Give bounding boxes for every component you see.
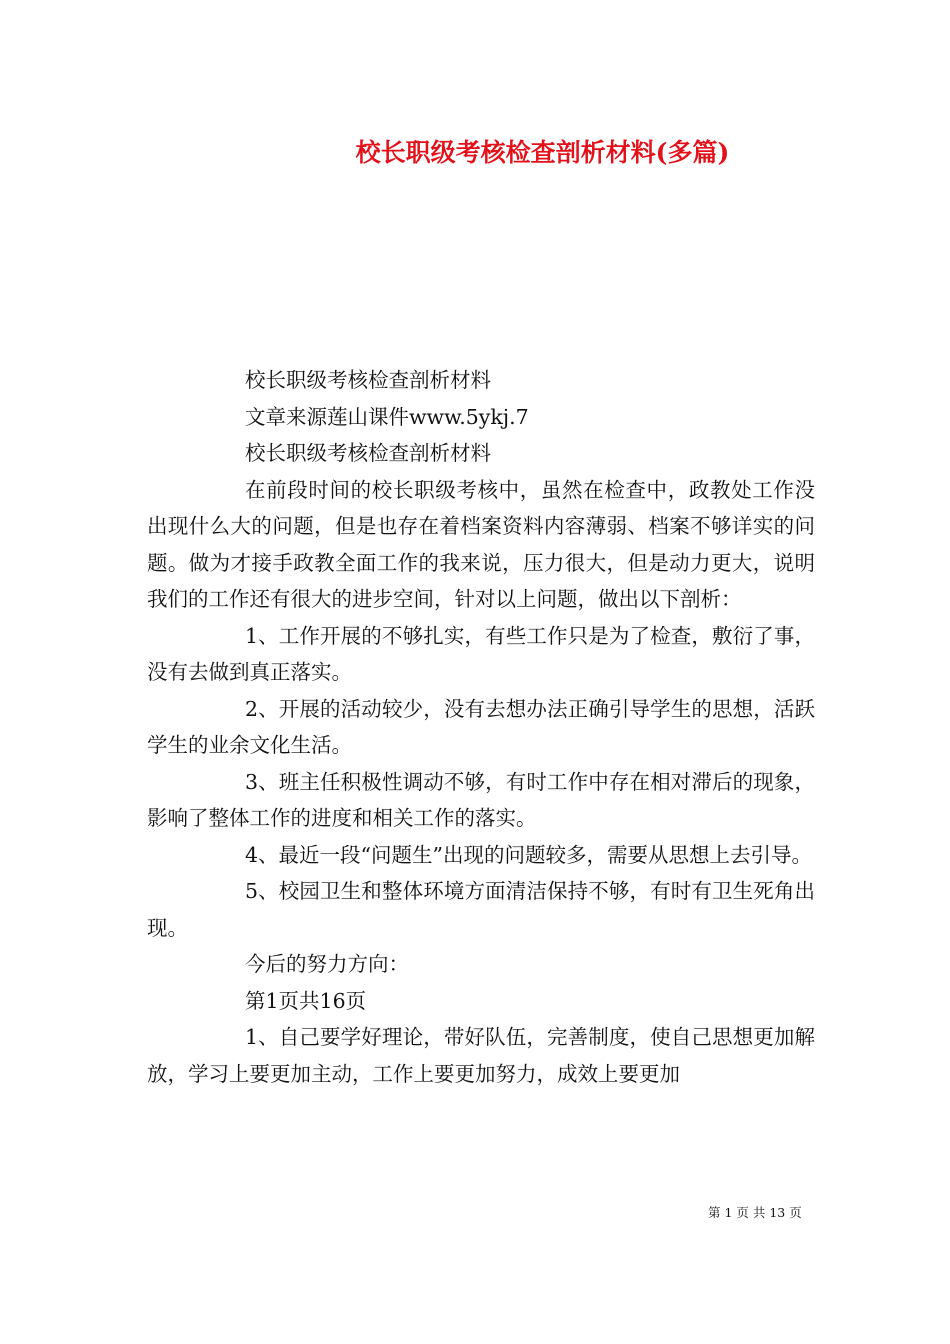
paragraph-issue-5: 5、校园卫生和整体环境方面清洁保持不够，有时有卫生死角出现。	[147, 879, 815, 940]
paragraph-source: 文章来源莲山课件www.5ykj.7	[245, 404, 529, 429]
paragraph-issue-2: 2、开展的活动较少，没有去想办法正确引导学生的思想，活跃学生的业余文化生活。	[147, 696, 815, 757]
paragraph-heading: 校长职级考核检查剖析材料	[245, 368, 491, 392]
paragraph-issue-1: 1、工作开展的不够扎实，有些工作只是为了检查，敷衍了事，没有去做到真正落实。	[147, 623, 815, 684]
paragraph-direction-heading: 今后的努力方向：	[245, 952, 409, 976]
paragraph-direction-1: 1、自己要学好理论，带好队伍，完善制度，使自己思想更加解放，学习上要更加主动，工作上要更加努力，成效上要更加	[147, 1025, 815, 1086]
paragraph-issue-4: 4、最近一段“问题生”出现的问题较多，需要从思想上去引导。	[245, 842, 813, 867]
paragraph-heading-repeat: 校长职级考核检查剖析材料	[245, 441, 491, 465]
paragraph-inline-page-marker: 第1页共16页	[245, 988, 367, 1013]
page-footer: 第 1 页 共 13 页	[708, 1205, 802, 1220]
document-body	[147, 362, 815, 1092]
paragraph-intro: 在前段时间的校长职级考核中，虽然在检查中，政教处工作没出现什么大的问题，但是也存在着档案资料内容薄弱、档案不够详实的问题。做为才接手政教全面工作的我来说，压力很大，但是动力更大，说明我们的工作还有很大的进步空间，针对以上问题，做出以下剖析：	[147, 477, 815, 611]
paragraph-issue-3: 3、班主任积极性调动不够，有时工作中存在相对滞后的现象，影响了整体工作的进度和相关工作的落实。	[147, 769, 815, 830]
document-title: 校长职级考核检查剖析材料(多篇)	[355, 138, 730, 167]
